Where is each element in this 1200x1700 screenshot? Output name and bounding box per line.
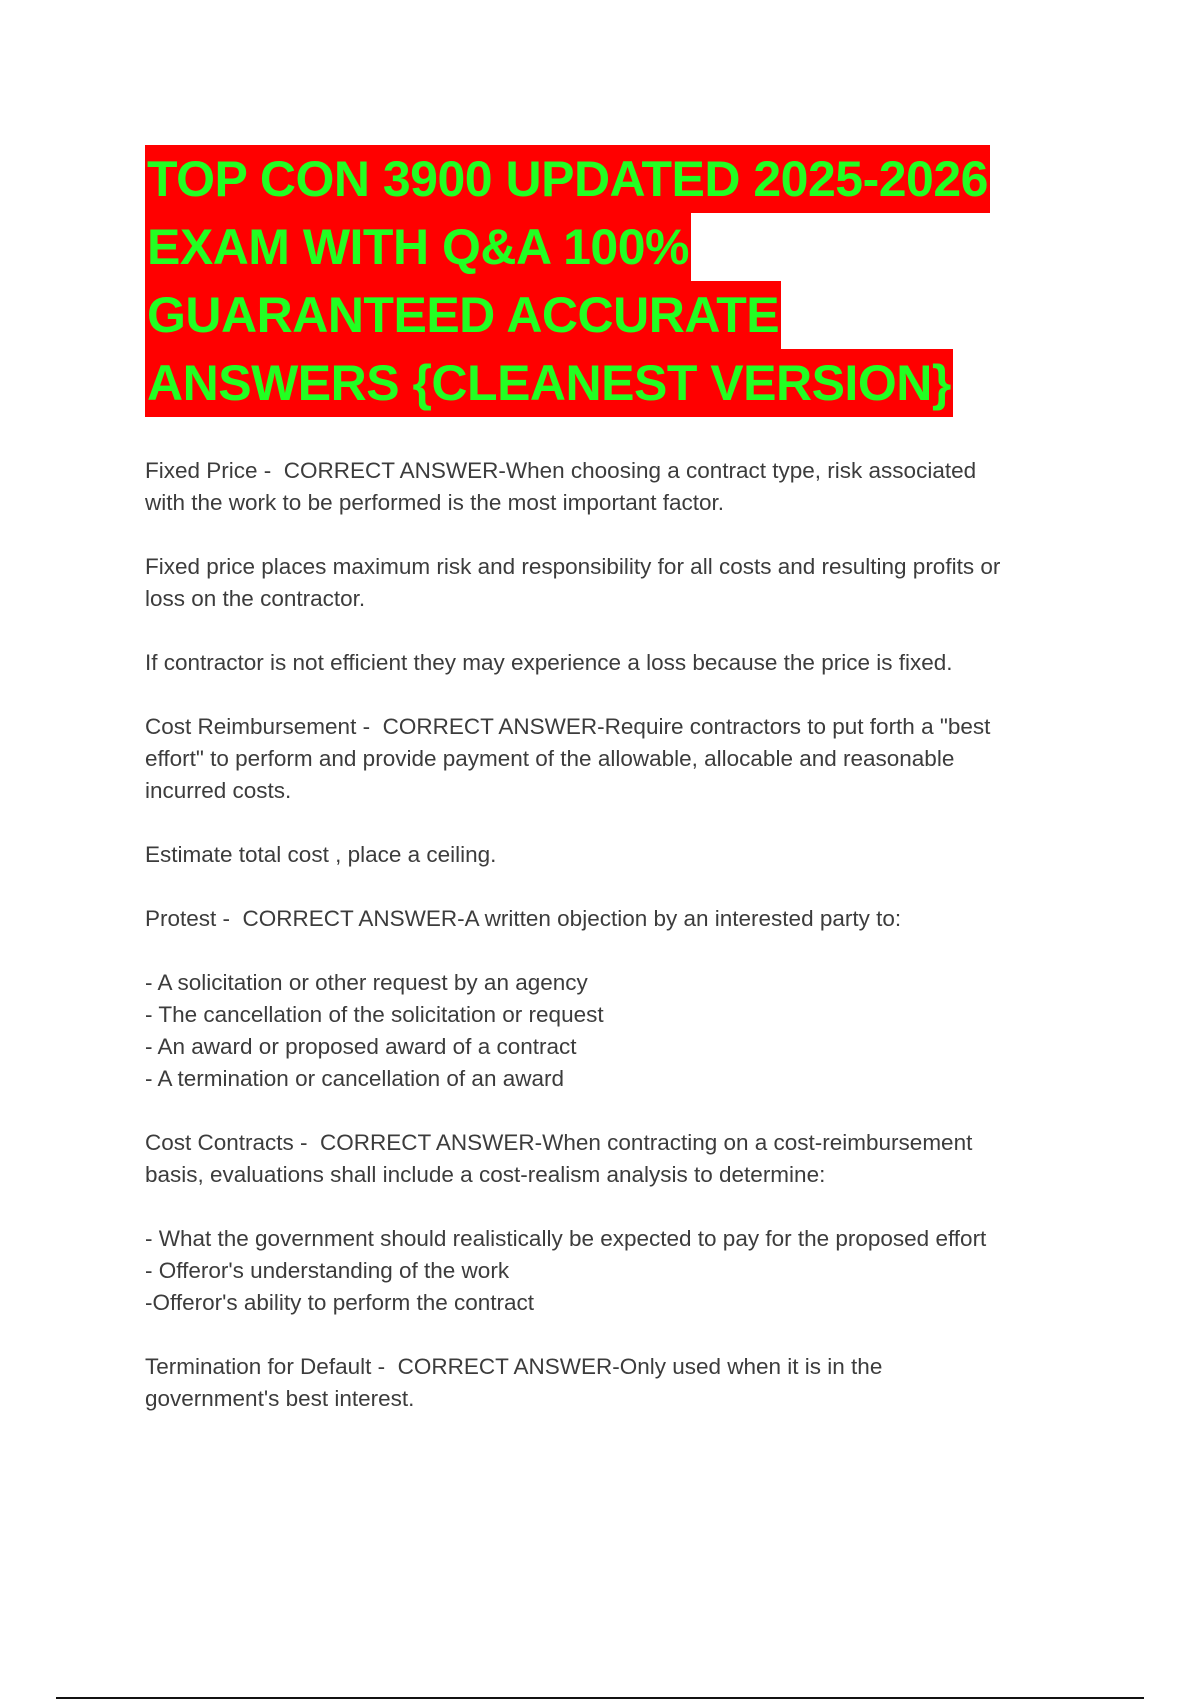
paragraph-contractor-loss <box>145 647 1075 679</box>
answer-cost-contracts <box>145 1127 1075 1191</box>
text-line: loss on the contractor. <box>145 586 366 611</box>
answer-cost-reimbursement <box>145 711 1075 807</box>
title-line: TOP CON 3900 UPDATED 2025-2026 <box>145 145 990 213</box>
answer-termination-for-default <box>145 1351 1075 1415</box>
cost-realism-list <box>145 1223 1075 1319</box>
list-item: - An award or proposed award of a contract <box>145 1034 577 1059</box>
document-page <box>145 145 1075 1447</box>
title-line: GUARANTEED ACCURATE <box>145 281 781 349</box>
document-body <box>145 455 1075 1415</box>
answer-protest <box>145 903 1075 935</box>
text-line: Fixed price places maximum risk and responsibility for all costs and resulting profits or <box>145 554 1001 579</box>
list-item: - What the government should realistically be expected to pay for the proposed effort <box>145 1226 987 1251</box>
text-line: Fixed Price - CORRECT ANSWER-When choosing a contract type, risk associated <box>145 458 977 483</box>
title-line: ANSWERS {CLEANEST VERSION} <box>145 349 953 417</box>
page-bottom-rule <box>56 1697 1144 1699</box>
text-line: Termination for Default - CORRECT ANSWER-Only used when it is in the <box>145 1354 883 1379</box>
list-item: - Offeror's understanding of the work <box>145 1258 510 1283</box>
text-line: Cost Contracts - CORRECT ANSWER-When contracting on a cost-reimbursement <box>145 1130 973 1155</box>
text-line: basis, evaluations shall include a cost-realism analysis to determine: <box>145 1162 826 1187</box>
list-item: - A termination or cancellation of an award <box>145 1066 564 1091</box>
protest-list <box>145 967 1075 1095</box>
paragraph-fixed-price-risk <box>145 551 1075 615</box>
text-line: Cost Reimbursement - CORRECT ANSWER-Require contractors to put forth a "best <box>145 714 991 739</box>
text-line: with the work to be performed is the most important factor. <box>145 490 725 515</box>
text-line: incurred costs. <box>145 778 292 803</box>
answer-fixed-price <box>145 455 1075 519</box>
title-line: EXAM WITH Q&A 100% <box>145 213 691 281</box>
document-title <box>145 145 1075 417</box>
paragraph-estimate-cost <box>145 839 1075 871</box>
list-item: - The cancellation of the solicitation or request <box>145 1002 604 1027</box>
text-line: Estimate total cost , place a ceiling. <box>145 842 497 867</box>
list-item: - A solicitation or other request by an agency <box>145 970 588 995</box>
list-item: -Offeror's ability to perform the contract <box>145 1290 535 1315</box>
text-line: If contractor is not efficient they may experience a loss because the price is fixed. <box>145 650 953 675</box>
text-line: effort" to perform and provide payment of the allowable, allocable and reasonable <box>145 746 955 771</box>
text-line: Protest - CORRECT ANSWER-A written objection by an interested party to: <box>145 906 902 931</box>
text-line: government's best interest. <box>145 1386 415 1411</box>
